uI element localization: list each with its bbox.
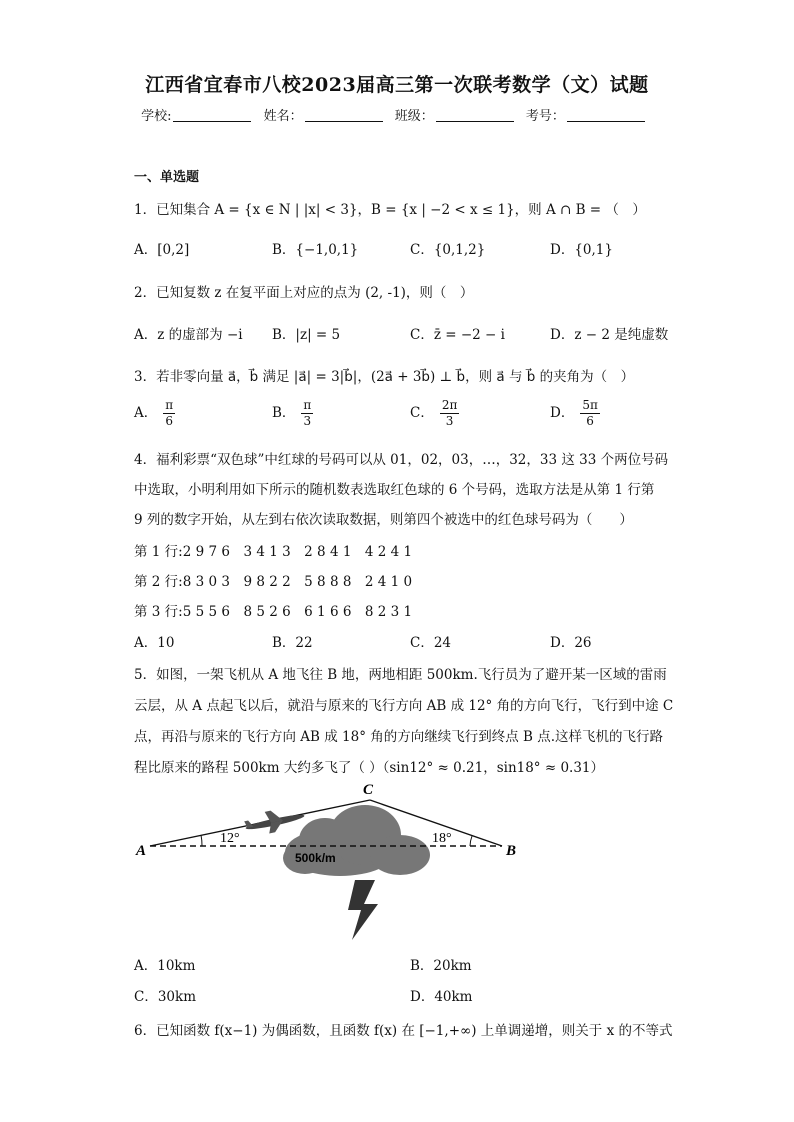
question-5-line-2: 云层，从 A 点起飞以后，就沿与原来的飞行方向 AB 成 12° 角的方向飞行，飞行到中途 C — [134, 698, 674, 714]
angle-label-a: 12° — [220, 831, 240, 846]
question-1-option-a[interactable]: A．[0,2] — [134, 242, 190, 258]
question-2-option-c[interactable]: C．z̄ = −2 − i — [410, 327, 505, 343]
class-blank[interactable] — [436, 109, 514, 122]
question-2-option-d[interactable]: D．z − 2 是纯虚数 — [550, 327, 669, 343]
option-letter: B． — [272, 405, 296, 421]
angle-label-b: 18° — [432, 831, 452, 846]
question-1-option-b[interactable]: B．{−1,0,1} — [272, 242, 359, 258]
question-4-line-1: 4．福利彩票“双色球”中红球的号码可以从 01，02，03，…，32，33 这 33 个两位号码 — [134, 452, 669, 468]
question-1-stem: 1．已知集合 A = {x ∈ N | |x| < 3}，B = {x | −2 < x ≤ 1}，则 A ∩ B = （ ） — [134, 202, 646, 218]
question-3-option-d[interactable] — [550, 398, 600, 429]
storm-cloud-icon — [283, 805, 430, 876]
number-label: 考号： — [525, 109, 565, 124]
question-2-option-a[interactable]: A．z 的虚部为 −i — [134, 327, 243, 343]
question-4-option-b[interactable]: B．22 — [272, 635, 313, 651]
flight-path-diagram — [130, 780, 530, 950]
option-letter: A． — [134, 405, 158, 421]
question-1-option-d[interactable]: D．{0,1} — [550, 242, 613, 258]
random-table-row-1: 第 1 行:2 9 7 6 3 4 1 3 2 8 4 1 4 2 4 1 — [134, 544, 413, 560]
question-5-line-4: 程比原来的路程 500km 大约多飞了（ ）（sin12° ≈ 0.21，sin18° ≈ 0.31） — [134, 760, 605, 776]
random-table-row-2: 第 2 行:8 3 0 3 9 8 2 2 5 8 8 8 2 4 1 0 — [134, 574, 413, 590]
question-5-line-1: 5．如图，一架飞机从 A 地飞往 B 地，两地相距 500km.飞行员为了避开某一区域的雷雨 — [134, 667, 667, 683]
question-4-option-d[interactable]: D．26 — [550, 635, 592, 651]
distance-label: 500k/m — [295, 851, 336, 865]
name-label: 姓名： — [263, 109, 303, 124]
question-3-option-c[interactable] — [410, 398, 459, 429]
question-3-stem: 3．若非零向量 a⃗，b⃗ 满足 |a⃗| = 3|b⃗|，(2a⃗ + 3b⃗) ⊥ b⃗，则 a⃗ 与 b⃗ 的夹角为（ ） — [134, 369, 635, 385]
option-letter: C． — [410, 405, 434, 421]
fraction: $\frac{\pi}{6}$ — [165, 398, 174, 428]
question-4-option-c[interactable]: C．24 — [410, 635, 452, 651]
name-blank[interactable] — [305, 109, 383, 122]
question-5-option-d[interactable]: D．40km — [410, 989, 473, 1005]
question-5-option-a[interactable]: A．10km — [134, 958, 196, 974]
question-3-option-b[interactable] — [272, 398, 313, 429]
question-4-option-a[interactable]: A．10 — [134, 635, 175, 651]
question-3-option-a[interactable] — [134, 398, 175, 429]
fraction: $\frac{2\pi}{3}$ — [441, 398, 458, 428]
exam-title: 江西省宜春市八校2023届高三第一次联考数学（文）试题 — [145, 74, 649, 96]
number-blank[interactable] — [567, 109, 645, 122]
angle-arc-b — [470, 836, 472, 846]
point-label-a: A — [136, 843, 147, 859]
school-label: 学校: — [141, 109, 172, 124]
question-6-stem: 6．已知函数 f(x−1) 为偶函数，且函数 f(x) 在 [−1,+∞) 上单调递增，则关于 x 的不等式 — [134, 1023, 673, 1039]
question-2-option-b[interactable]: B．|z| = 5 — [272, 327, 341, 343]
point-label-c: C — [363, 782, 374, 798]
fraction: $\frac{5\pi}{6}$ — [582, 398, 598, 428]
question-4-line-3: 9 列的数字开始，从左到右依次读取数据，则第四个被选中的红色球号码为（ ） — [134, 512, 633, 528]
school-blank[interactable] — [173, 109, 251, 122]
airplane-icon — [243, 804, 306, 838]
student-info-row — [0, 105, 794, 124]
class-label: 班级： — [394, 109, 434, 124]
angle-arc-a — [201, 835, 202, 846]
question-5-option-c[interactable]: C．30km — [134, 989, 196, 1005]
question-4-line-2: 中选取，小明利用如下所示的随机数表选取红色球的 6 个号码，选取方法是从第 1 行第 — [134, 482, 655, 498]
random-table-row-3: 第 3 行:5 5 5 6 8 5 2 6 6 1 6 6 8 2 3 1 — [134, 604, 413, 620]
question-1-option-c[interactable]: C．{0,1,2} — [410, 242, 486, 258]
question-5-option-b[interactable]: B．20km — [410, 958, 472, 974]
fraction: $\frac{\pi}{3}$ — [303, 398, 312, 428]
question-5-line-3: 点，再沿与原来的飞行方向 AB 成 18° 角的方向继续飞行到终点 B 点.这样飞机的飞行路 — [134, 729, 664, 745]
point-label-b: B — [506, 843, 517, 859]
option-letter: D． — [550, 405, 575, 421]
lightning-bolt-icon — [348, 880, 378, 940]
section-heading: 一、单选题 — [134, 170, 200, 185]
question-2-stem: 2．已知复数 z 在复平面上对应的点为 (2, -1)，则（ ） — [134, 285, 474, 301]
